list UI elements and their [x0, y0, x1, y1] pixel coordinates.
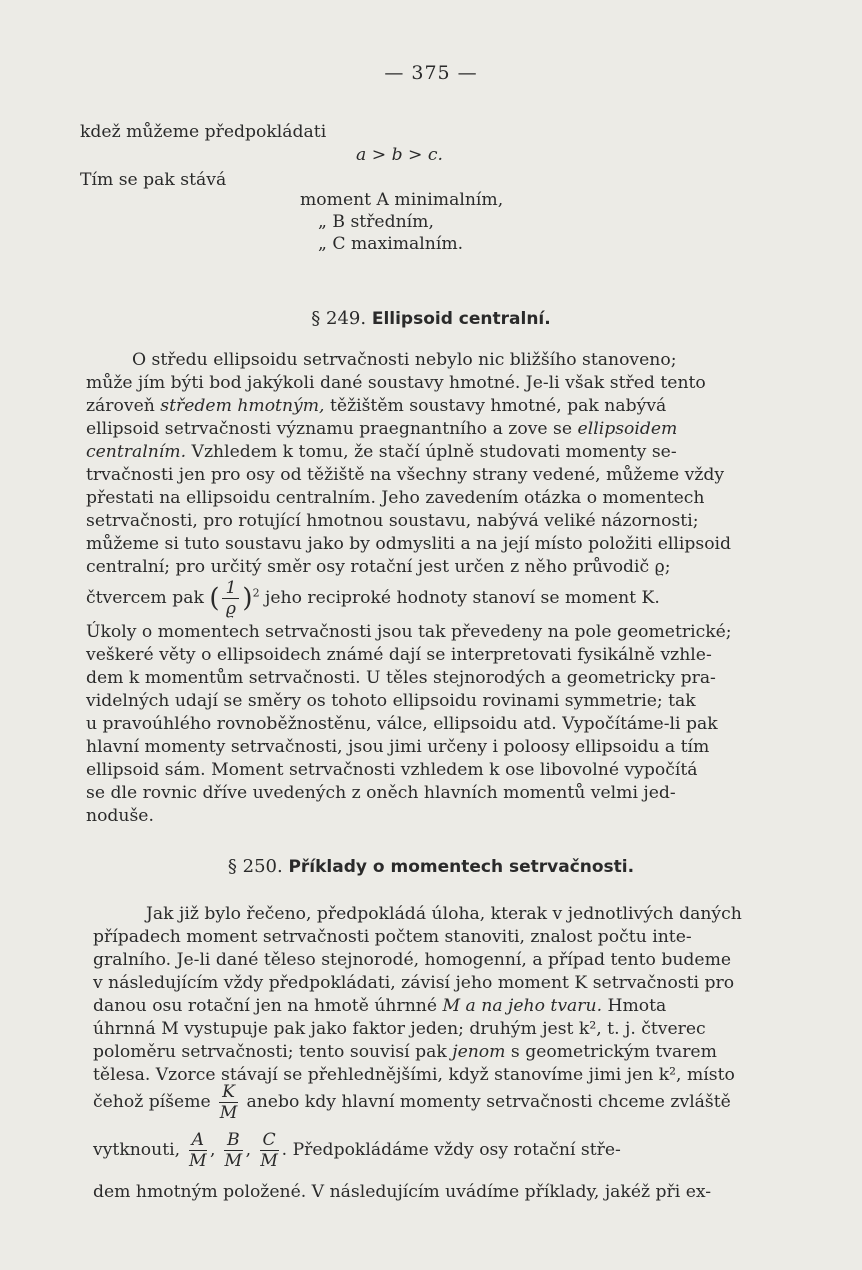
text-line: můžeme si tuto soustavu jako by odmysliti a na její místo položiti ellipsoid: [86, 534, 732, 554]
text-span: anebo kdy hlavní momenty setrvačnosti chceme zvláště: [246, 1092, 731, 1112]
text-line: úhrnná M vystupuje pak jako faktor jeden; druhým jest k², t. j. čtverec: [93, 1019, 706, 1039]
section-heading-249: [0, 308, 862, 329]
emphasis: ellipsoidem: [577, 419, 678, 439]
text-span: zároveň: [86, 396, 155, 416]
section-title: Příklady o momentech setrvačnosti.: [288, 857, 635, 877]
text-line: přestati na ellipsoidu centralním. Jeho zavedením otázka o momentech: [86, 488, 705, 508]
text-line: [86, 396, 666, 416]
text-line: kdež můžeme předpokládati: [80, 122, 327, 142]
text-span: Vzhledem k tomu, že stačí úplně studovati momenty se-: [191, 442, 677, 462]
text-line: čtvercem pak ( $\frac{1}{ϱ}$ )$^2$ jeho reciproké hodnoty stanoví se moment K.: [86, 578, 660, 619]
text-line: trvačnosti jen pro osy od těžiště na všechny strany vedené, můžeme vždy: [86, 465, 725, 485]
text-line: se dle rovnic dříve uvedených z oněch hlavních momentů velmi jed-: [86, 783, 676, 803]
emphasis: jenom: [452, 1042, 506, 1062]
section-title: Ellipsoid centralní.: [371, 309, 551, 329]
text-line: [86, 419, 677, 439]
text-span: těžištěm soustavy hmotné, pak nabývá: [329, 396, 667, 416]
text-line: noduše.: [86, 806, 154, 826]
fraction: $\frac{C}{M}$: [260, 1130, 278, 1171]
text-line: vytknouti, $\frac{A}{M}$ , $\frac{B}{M}$ , $\frac{C}{M}$ . Předpokládáme vždy osy rotační stře-: [93, 1130, 621, 1171]
text-line: Jak již bylo řečeno, předpokládá úloha, kterak v jednotlivých daných: [146, 904, 742, 924]
text-line: [93, 996, 666, 1016]
section-number: § 250.: [227, 856, 283, 877]
text-line: tělesa. Vzorce stávají se přehlednějšími, když stanovíme jimi jen k², místo: [93, 1065, 735, 1085]
text-line: Úkoly o momentech setrvačnosti jsou tak převedeny na pole geometrické;: [86, 622, 732, 642]
page-number: — 375 —: [384, 62, 478, 84]
text-line: v následujícím vždy předpokládati, závisí jeho moment K setrvačnosti pro: [93, 973, 735, 993]
text-span: danou osu rotační jen na hmotě úhrnné: [93, 996, 438, 1016]
fraction: $\frac{A}{M}$: [188, 1130, 207, 1171]
text-line: moment A minimalním,: [300, 190, 504, 210]
text-line: setrvačnosti, pro rotující hmotnou soustavu, nabývá veliké názornosti;: [86, 511, 699, 531]
inequality: a > b > c.: [356, 145, 443, 165]
text-line: veškeré věty o ellipsoidech známé dají se interpretovati fysikálně vzhle-: [86, 645, 712, 665]
text-line: [93, 1042, 717, 1062]
text-span: vytknouti,: [93, 1140, 181, 1160]
text-span: ellipsoid setrvačnosti významu praegnantního a zove se: [86, 419, 573, 439]
text-span: poloměru setrvačnosti; tento souvisí pak: [93, 1042, 447, 1062]
text-span: čtvercem pak: [86, 588, 204, 608]
text-line: videlných udají se směry os tohoto ellipsoidu rovinami symmetrie; tak: [86, 691, 696, 711]
section-heading-250: [0, 856, 862, 877]
text-line: Tím se pak stává: [80, 170, 227, 190]
text-line: centralní; pro určitý směr osy rotační jest určen z něho průvodič ϱ;: [86, 557, 671, 577]
emphasis: M a na jeho tvaru.: [442, 996, 603, 1016]
emphasis: centralním.: [86, 442, 187, 462]
text-span: Předpokládáme vždy osy rotační stře-: [292, 1140, 621, 1160]
text-line: může jím býti bod jakýkoli dané soustavy hmotné. Je-li však střed tento: [86, 373, 706, 393]
fraction: $\frac{K}{M}$: [219, 1082, 238, 1123]
section-number: § 249.: [311, 308, 367, 329]
text-line: [93, 1082, 731, 1123]
text-line: u pravoúhlého rovnoběžnostěnu, válce, ellipsoidu atd. Vypočítáme-li pak: [86, 714, 718, 734]
text-span: Hmota: [607, 996, 667, 1016]
fraction: $\frac{B}{M}$: [224, 1130, 243, 1171]
text-line: „ B středním,: [318, 212, 434, 232]
text-line: dem k momentům setrvačnosti. U těles stejnorodých a geometricky pra-: [86, 668, 716, 688]
text-line: ellipsoid sám. Moment setrvačnosti vzhledem k ose libovolné vypočítá: [86, 760, 698, 780]
text-line: [86, 442, 677, 462]
text-line: případech moment setrvačnosti počtem stanoviti, znalost počtu inte-: [93, 927, 692, 947]
emphasis: středem hmotným,: [160, 396, 325, 416]
text-line: dem hmotným položené. V následujícím uvádíme příklady, jakéž při ex-: [93, 1182, 712, 1202]
fraction: $\frac{1}{ϱ}$: [222, 578, 239, 619]
text-span: jeho reciproké hodnoty stanoví se moment K.: [265, 588, 660, 608]
text-line: hlavní momenty setrvačnosti, jsou jimi určeny i poloosy ellipsoidu a tím: [86, 737, 710, 757]
text-line: O středu ellipsoidu setrvačnosti nebylo nic bližšího stanoveno;: [132, 350, 677, 370]
text-line: „ C maximalním.: [318, 234, 464, 254]
text-span: čehož píšeme: [93, 1092, 211, 1112]
text-span: s geometrickým tvarem: [510, 1042, 717, 1062]
text-line: gralního. Je-li dané těleso stejnorodé, homogenní, a případ tento budeme: [93, 950, 732, 970]
